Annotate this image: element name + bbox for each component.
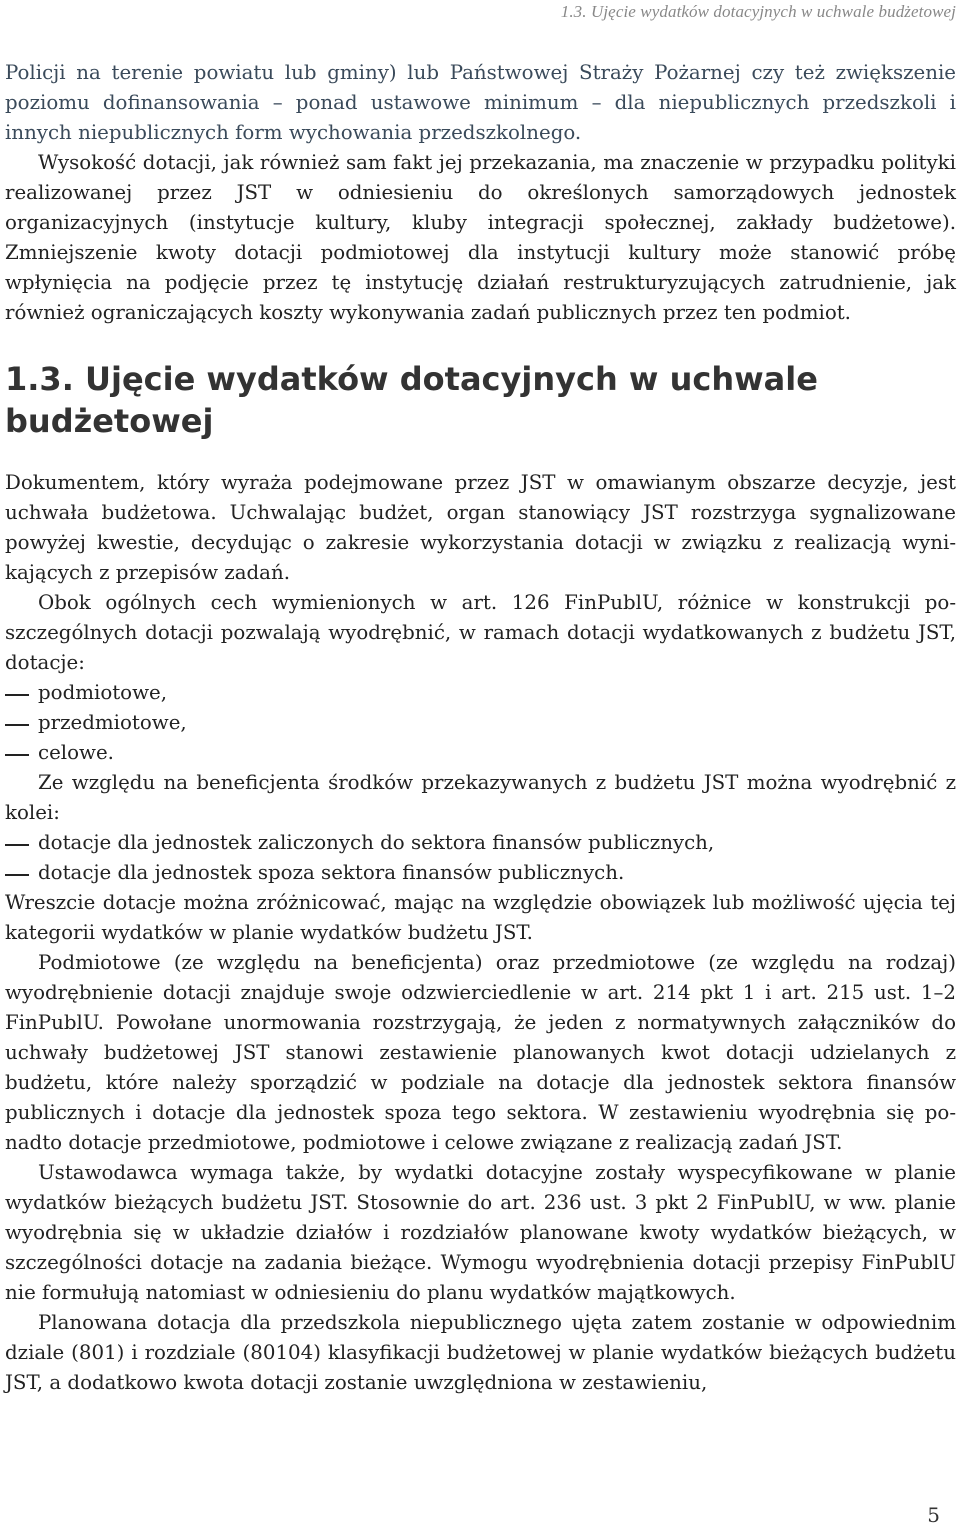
paragraph-continued: Policji na terenie powiatu lub gminy) lub Państwowej Straży Pożarnej czy też zwiększenie poziomu dofinansowania – ponad ustawowe minimum – dla niepublicznych przedszkoli i innych niepublicznych form wychowania przedszkolnego.: [5, 61, 956, 144]
list-item: dotacje dla jednostek spoza sektora finansów publicznych.: [5, 858, 956, 888]
paragraph-differentiation: Wreszcie dotacje można zróżnicować, mając na względzie obowiązek lub możliwość ujęcia tej kategorii wydatków w planie wydatków budżetu JST.: [5, 891, 956, 944]
paragraph-beneficiary: Ze względu na beneficjenta środków przekazywanych z budżetu JST można wyodrębnić z kolei:: [5, 771, 956, 824]
paragraph-budget-resolution: Dokumentem, który wyraża podejmowane przez JST w omawianym obszarze decyzje, jest uchwała budżetowa. Uchwalając budżet, organ stanowiący JST rozstrzyga sygnalizowane powyżej kwestie, decydując o zakresie wykorzystania dotacji w związku z realizacją wynikających z przepisów zadań.: [5, 471, 956, 584]
subsidy-types-list: [5, 678, 956, 768]
beneficiary-list: [5, 828, 956, 888]
list-item: przedmiotowe,: [5, 708, 956, 738]
list-item: dotacje dla jednostek zaliczonych do sektora finansów publicznych,: [5, 828, 956, 858]
page-number: 5: [927, 1503, 940, 1527]
running-header: 1.3. Ujęcie wydatków dotacyjnych w uchwale budżetowej: [560, 2, 956, 21]
list-item: podmiotowe,: [5, 678, 956, 708]
list-item: celowe.: [5, 738, 956, 768]
paragraph-planned-subsidy: Planowana dotacja dla przedszkola niepublicznego ujęta zatem zostanie w odpowiednim dziale (801) i rozdziale (80104) klasyfikacji budżetowej w planie wydatków bieżących budżetu JST, a dodatkowo kwota dotacji zostanie uwzględniona w zestawieniu,: [5, 1311, 956, 1394]
paragraph-general-features: Obok ogólnych cech wymienionych w art. 126 FinPublU, różnice w konstrukcji poszczególnych dotacji pozwalają wyodrębnić, w ramach dotacji wydatkowanych z budżetu JST, dotacje:: [5, 591, 956, 674]
paragraph-current-expenses: Ustawodawca wymaga także, by wydatki dotacyjne zostały wyspecyfikowane w planie wydatków bieżących budżetu JST. Stosownie do art. 236 ust. 3 pkt 2 FinPublU, w ww. planie wyodrębnia się w układzie działów i rozdziałów planowane kwoty wydatków bieżących, w szczególności dotacje na zadania bieżące. Wymogu wyodrębnienia dotacji przepisy FinPublU nie formułują natomiast w odniesieniu do planu wydatków majątkowych.: [5, 1161, 956, 1304]
paragraph-subsidy-amount: Wysokość dotacji, jak również sam fakt jej przekazania, ma znaczenie w przypadku polityki realizowanej przez JST w odniesieniu do określonych samorządowych jednostek organizacyjnych (instytucje kultury, kluby integracji społecznej, zakłady budżetowe). Zmniejszenie kwoty dotacji podmiotowej dla instytucji kultury może stanowić próbę wpłynięcia na podjęcie przez tę instytucję działań restrukturyzujących zatrudnienie, jak również ograniczających koszty wykonywania zadań publicznych przez ten podmiot.: [5, 151, 956, 324]
page-content: [5, 58, 956, 1398]
section-heading: 1.3. Ujęcie wydatków dotacyjnych w uchwale budżetowej: [5, 360, 818, 440]
paragraph-article-214: Podmiotowe (ze względu na beneficjenta) oraz przedmiotowe (ze względu na rodzaj) wyodrębnienie dotacji znajduje swoje odzwierciedlenie w art. 214 pkt 1 i art. 215 ust. 1–2 FinPublU. Powołane unormowania rozstrzygają, że jeden z normatywnych załączników do uchwały budżetowej JST stanowi zestawienie planowanych kwot dotacji udzielanych z budżetu, które należy sporządzić w podziale na dotacje dla jednostek sektora finansów publicznych i dotacje dla jednostek spoza tego sektora. W zestawieniu wyodrębnia się ponadto dotacje przedmiotowe, podmiotowe i celowe związane z realizacją zadań JST.: [5, 951, 956, 1154]
